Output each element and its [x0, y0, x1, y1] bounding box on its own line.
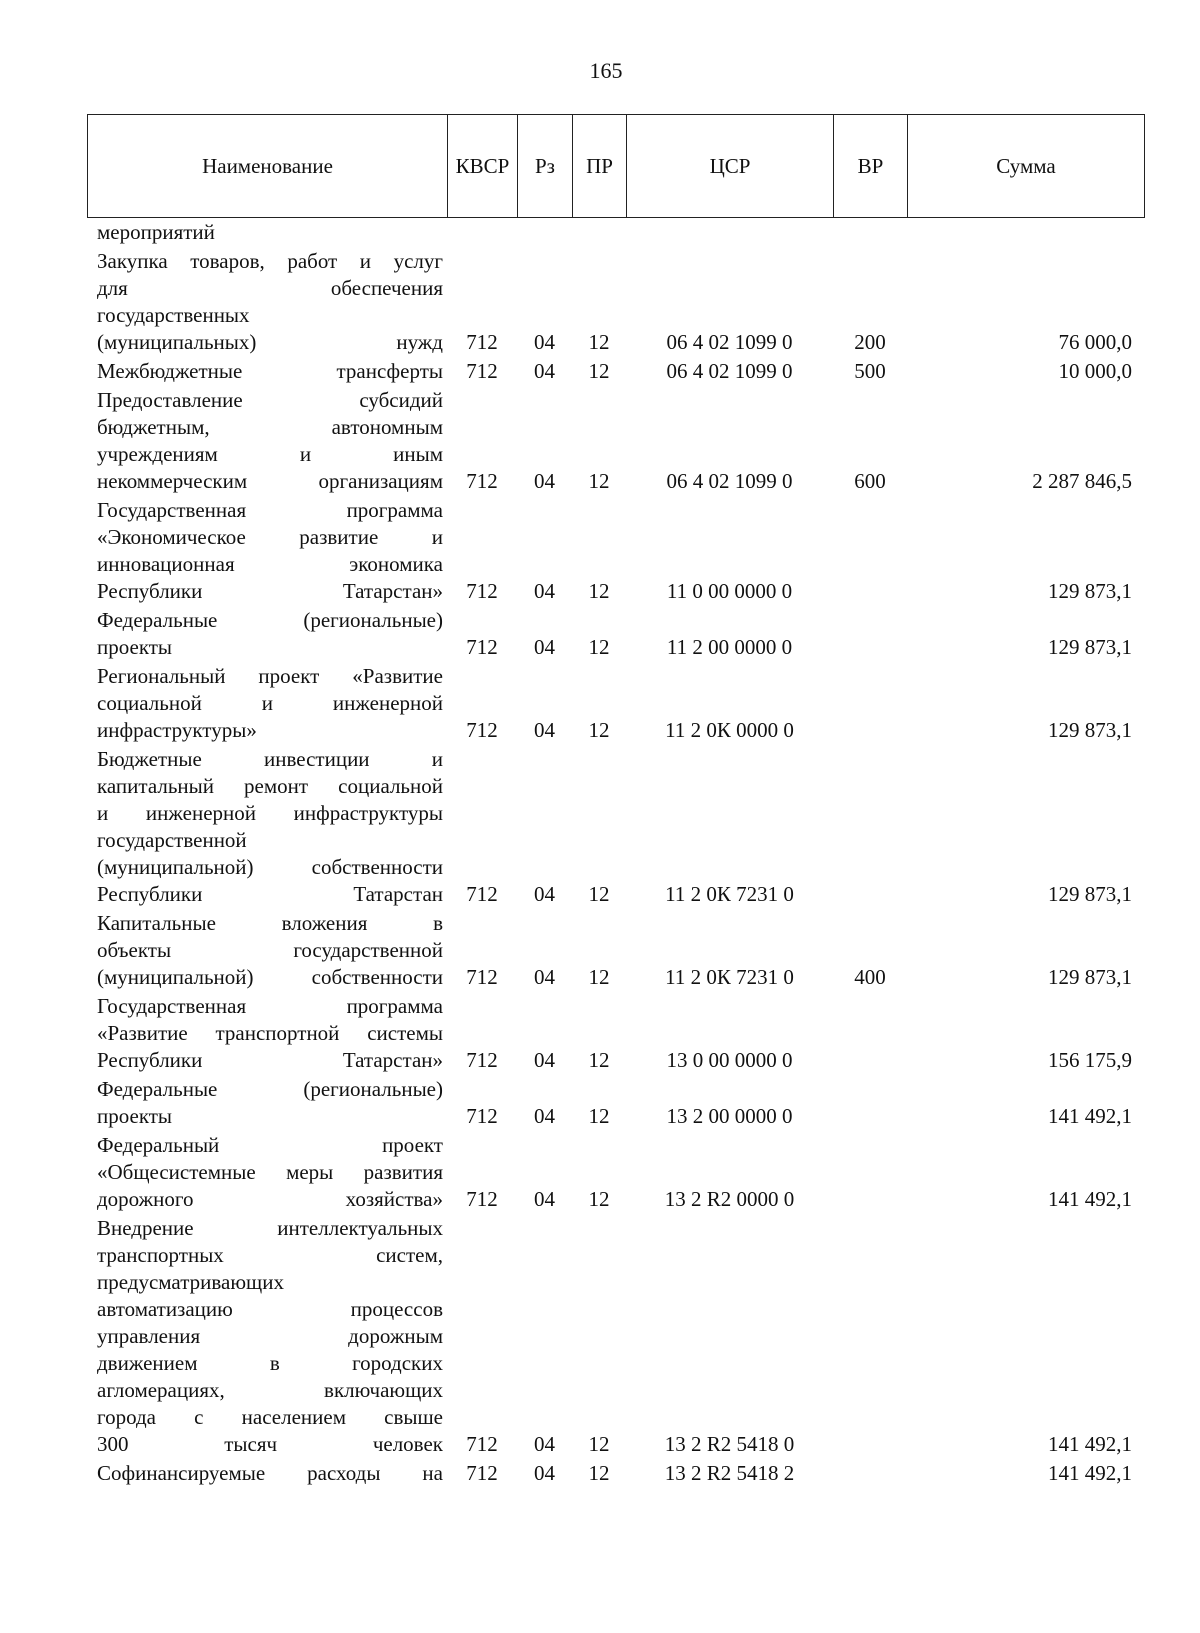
row-vr [833, 992, 907, 1075]
row-kvsr: 712 [466, 1461, 498, 1485]
row-vr: 600 [854, 469, 886, 493]
row-rz: 04 [534, 469, 555, 493]
row-vr: 200 [854, 330, 886, 354]
row-name-line: управления дорожным [97, 1324, 443, 1348]
table-row [87, 1075, 1144, 1131]
table-row [87, 1459, 1144, 1488]
row-sum: 129 873,1 [1048, 965, 1132, 989]
row-rz: 04 [534, 718, 555, 742]
row-rz: 04 [534, 1104, 555, 1128]
row-name [87, 992, 447, 1075]
row-sum [907, 218, 1144, 247]
row-sum: 156 175,9 [1048, 1048, 1132, 1072]
row-name-line: Межбюджетные трансферты [97, 359, 443, 383]
row-csr [626, 218, 833, 247]
row-csr: 13 2 R2 5418 0 [664, 1432, 795, 1456]
row-kvsr: 712 [466, 1048, 498, 1072]
row-name-line: Капитальные вложения в [97, 911, 443, 935]
row-name-line: (муниципальной) собственности [97, 965, 443, 989]
table-row [87, 1131, 1144, 1214]
row-name [87, 745, 447, 909]
row-csr: 13 2 R2 5418 2 [664, 1461, 795, 1485]
row-csr: 06 4 02 1099 0 [666, 330, 793, 354]
row-name [87, 1131, 447, 1214]
row-pr: 12 [588, 965, 610, 989]
row-rz [517, 218, 572, 247]
row-name [87, 386, 447, 496]
header-csr: ЦСР [627, 115, 834, 218]
row-vr [833, 1459, 907, 1488]
table-row [87, 218, 1144, 247]
row-sum: 129 873,1 [1048, 718, 1132, 742]
row-sum: 129 873,1 [1048, 882, 1132, 906]
table-body [87, 218, 1144, 1488]
table-row [87, 496, 1144, 606]
row-rz: 04 [534, 965, 555, 989]
row-name [87, 1075, 447, 1131]
row-rz: 04 [534, 330, 555, 354]
row-csr: 11 2 00 0000 0 [666, 635, 793, 659]
row-name-line: 300 тысяч человек [97, 1432, 443, 1456]
row-name-line: «Развитие транспортной системы [97, 1021, 443, 1045]
row-pr [572, 218, 626, 247]
row-name-line: Республики Татарстан» [97, 1048, 443, 1072]
row-pr: 12 [588, 359, 610, 383]
row-name-line: государственной [97, 828, 247, 852]
row-name-line: (муниципальной) собственности [97, 855, 443, 879]
row-name-line: проекты [97, 635, 173, 659]
row-vr [833, 606, 907, 662]
row-name [87, 909, 447, 992]
row-name [87, 606, 447, 662]
row-kvsr: 712 [466, 1187, 498, 1211]
row-sum: 141 492,1 [1048, 1187, 1132, 1211]
table-row [87, 1214, 1144, 1459]
row-kvsr: 712 [466, 469, 498, 493]
row-name-line: Республики Татарстан [97, 882, 443, 906]
row-csr: 13 2 00 0000 0 [666, 1104, 793, 1128]
row-sum: 76 000,0 [1058, 330, 1132, 354]
row-name-line: Закупка товаров, работ и услуг [97, 249, 443, 273]
row-rz: 04 [534, 579, 555, 603]
row-vr [833, 218, 907, 247]
row-name-line: «Экономическое развитие и [97, 525, 443, 549]
row-rz: 04 [534, 1187, 555, 1211]
row-csr: 06 4 02 1099 0 [666, 469, 793, 493]
row-name-line: дорожного хозяйства» [97, 1187, 443, 1211]
row-sum: 129 873,1 [1048, 579, 1132, 603]
row-kvsr: 712 [466, 1432, 498, 1456]
row-sum: 2 287 846,5 [1032, 469, 1132, 493]
row-csr: 11 2 0К 7231 0 [665, 965, 794, 989]
row-sum: 141 492,1 [1048, 1104, 1132, 1128]
row-name-line: (муниципальных) нужд [97, 330, 443, 354]
row-rz: 04 [534, 1048, 555, 1072]
row-vr [833, 496, 907, 606]
row-name-line: Республики Татарстан» [97, 579, 443, 603]
row-pr: 12 [588, 1187, 610, 1211]
row-kvsr [447, 218, 517, 247]
row-name-line: Региональный проект «Развитие [97, 664, 443, 688]
row-kvsr: 712 [466, 635, 498, 659]
row-name-line: Государственная программа [97, 498, 443, 522]
row-name-line: города с населением свыше [97, 1405, 443, 1429]
row-rz: 04 [534, 635, 555, 659]
row-kvsr: 712 [466, 330, 498, 354]
row-name-line: мероприятий [97, 220, 215, 244]
row-csr: 11 2 0К 7231 0 [665, 882, 794, 906]
row-kvsr: 712 [466, 965, 498, 989]
row-pr: 12 [588, 1432, 610, 1456]
row-pr: 12 [588, 1461, 610, 1485]
row-sum: 141 492,1 [1048, 1461, 1132, 1485]
row-name-line: Государственная программа [97, 994, 443, 1018]
row-rz: 04 [534, 1461, 555, 1485]
row-name-line: Федеральные (региональные) [97, 1077, 443, 1101]
row-pr: 12 [588, 469, 610, 493]
row-name-line: транспортных систем, [97, 1243, 443, 1267]
row-pr: 12 [588, 330, 610, 354]
table-header [87, 114, 1145, 218]
row-name-line: Предоставление субсидий [97, 388, 443, 412]
table-row [87, 745, 1144, 909]
row-pr: 12 [588, 635, 610, 659]
header-kvsr: КВСР [448, 115, 518, 218]
row-vr [833, 1131, 907, 1214]
row-name-line: капитальный ремонт социальной [97, 774, 443, 798]
row-name [87, 357, 447, 386]
table-row [87, 992, 1144, 1075]
row-csr: 11 0 00 0000 0 [666, 579, 793, 603]
row-kvsr: 712 [466, 718, 498, 742]
row-name-line: государственных [97, 303, 250, 327]
row-csr: 13 2 R2 0000 0 [664, 1187, 795, 1211]
header-vr: ВР [834, 115, 908, 218]
row-name [87, 662, 447, 745]
row-name-line: Внедрение интеллектуальных [97, 1216, 443, 1240]
row-name-line: агломерациях, включающих [97, 1378, 443, 1402]
table-row [87, 386, 1144, 496]
row-name-line: «Общесистемные меры развития [97, 1160, 443, 1184]
row-name-line: Федеральный проект [97, 1133, 443, 1157]
row-name-line: для обеспечения [97, 276, 443, 300]
row-vr: 500 [854, 359, 886, 383]
header-pr: ПР [573, 115, 627, 218]
row-name [87, 1214, 447, 1459]
header-rz: Рз [518, 115, 573, 218]
row-name-line: объекты государственной [97, 938, 443, 962]
header-name: Наименование [88, 115, 448, 218]
table-row [87, 662, 1144, 745]
row-name-line: автоматизацию процессов [97, 1297, 443, 1321]
table-row [87, 247, 1144, 357]
table-row [87, 606, 1144, 662]
page-number: 165 [589, 58, 623, 83]
row-rz: 04 [534, 1432, 555, 1456]
row-csr: 06 4 02 1099 0 [666, 359, 793, 383]
row-name [87, 247, 447, 357]
row-name-line: бюджетным, автономным [97, 415, 443, 439]
row-rz: 04 [534, 359, 555, 383]
row-kvsr: 712 [466, 579, 498, 603]
row-pr: 12 [588, 718, 610, 742]
row-pr: 12 [588, 579, 610, 603]
row-sum: 141 492,1 [1048, 1432, 1132, 1456]
row-vr [833, 662, 907, 745]
row-name-line: учреждениям и иным [97, 442, 443, 466]
row-rz: 04 [534, 882, 555, 906]
row-kvsr: 712 [466, 1104, 498, 1128]
row-vr [833, 1075, 907, 1131]
row-name [87, 496, 447, 606]
row-pr: 12 [588, 1104, 610, 1128]
row-name-line: предусматривающих [97, 1270, 284, 1294]
table-row [87, 357, 1144, 386]
row-csr: 11 2 0К 0000 0 [665, 718, 794, 742]
header-sum: Сумма [908, 115, 1145, 218]
row-name-line: Федеральные (региональные) [97, 608, 443, 632]
row-name-line: некоммерческим организациям [97, 469, 443, 493]
row-csr: 13 0 00 0000 0 [666, 1048, 793, 1072]
row-pr: 12 [588, 1048, 610, 1072]
row-kvsr: 712 [466, 359, 498, 383]
row-pr: 12 [588, 882, 610, 906]
row-name-line: Софинансируемые расходы на [97, 1461, 443, 1485]
row-vr [833, 745, 907, 909]
row-name-line: инфраструктуры» [97, 718, 257, 742]
row-name-line: Бюджетные инвестиции и [97, 747, 443, 771]
row-name-line: и инженерной инфраструктуры [97, 801, 443, 825]
row-vr: 400 [854, 965, 886, 989]
row-name [87, 1459, 447, 1488]
row-sum: 10 000,0 [1058, 359, 1132, 383]
row-vr [833, 1214, 907, 1459]
table-row [87, 909, 1144, 992]
row-sum: 129 873,1 [1048, 635, 1132, 659]
row-name [87, 218, 447, 247]
row-name-line: проекты [97, 1104, 173, 1128]
row-name-line: движением в городских [97, 1351, 443, 1375]
row-name-line: инновационная экономика [97, 552, 443, 576]
row-name-line: социальной и инженерной [97, 691, 443, 715]
row-kvsr: 712 [466, 882, 498, 906]
